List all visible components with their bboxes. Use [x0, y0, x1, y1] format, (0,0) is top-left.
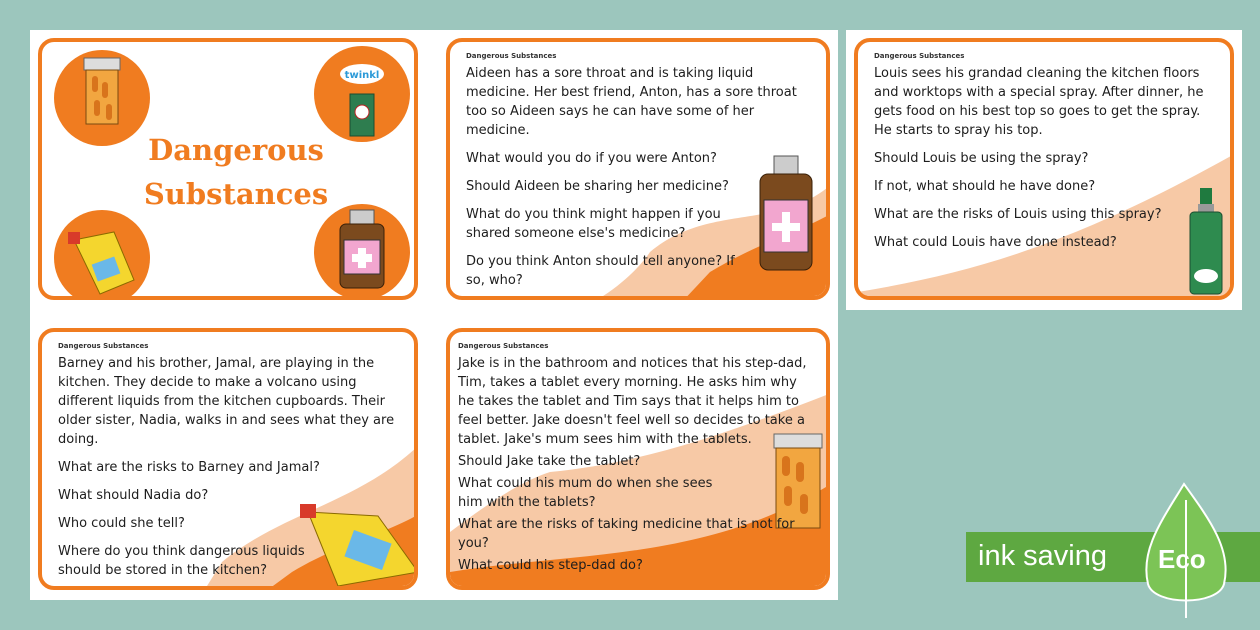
scenario-card-jake [446, 328, 830, 590]
medicine-bottle-icon [314, 204, 410, 300]
title-card [38, 38, 418, 300]
twinkl-logo-text: twinkl [344, 70, 380, 81]
worksheet-sheet-secondary [846, 30, 1242, 310]
question: What are the risks of Louis using this spray? [874, 207, 1162, 222]
scenario-text: Louis sees his grandad cleaning the kitchen floors and worktops with a special spray. After dinner, he gets food on his best top so goes to get the spray. He starts to spray his top. [874, 66, 1204, 138]
ink-saving-label: ink saving [978, 540, 1107, 572]
scenario-card-louis [854, 38, 1234, 300]
question: Do you think Anton should tell anyone? If so, who? [466, 254, 735, 288]
page-title [136, 128, 336, 216]
scenario-card-barney [38, 328, 418, 590]
card-header: Dangerous Substances [874, 52, 965, 60]
question: What are the risks to Barney and Jamal? [58, 460, 320, 475]
card-header: Dangerous Substances [466, 52, 557, 60]
detergent-bottle-icon [54, 210, 150, 300]
question: What would you do if you were Anton? [466, 151, 717, 166]
question: Where do you think dangerous liquids should be stored in the kitchen? [58, 544, 305, 578]
scenario-card-aideen [446, 38, 830, 300]
question: Should Aideen be sharing her medicine? [466, 179, 729, 194]
title-line-2: Substances [143, 177, 329, 211]
card-header: Dangerous Substances [58, 342, 149, 350]
detergent-circle [54, 210, 150, 300]
card-header: Dangerous Substances [458, 342, 549, 350]
scenario-text: Barney and his brother, Jamal, are playing in the kitchen. They decide to make a volcano using different liquids from the kitchen cupboards. Their older sister, Nadia, walks in and sees what they are doing. [58, 356, 395, 447]
question: What are the risks of taking medicine that is not for you? [458, 517, 795, 551]
question: What could his step-dad do? [458, 558, 643, 573]
scenario-text: Aideen has a sore throat and is taking liquid medicine. Her best friend, Anton, has a sore throat too so Aideen says he can have some of her medicine. [466, 66, 797, 138]
question: Who could she tell? [58, 516, 185, 531]
question: What do you think might happen if you shared someone else's medicine? [466, 207, 721, 241]
scenario-text: Jake is in the bathroom and notices that his step-dad, Tim, takes a tablet every morning. He asks him why he takes the tablet and Tim says that it helps him to feel better. Jake doesn't feel well so decides to take a tablet. Jake's mum sees him with the tablets. [458, 356, 807, 447]
title-line-1: Dangerous [148, 133, 324, 167]
question: What should Nadia do? [58, 488, 209, 503]
question: Should Jake take the tablet? [458, 454, 641, 469]
medicine-circle [314, 204, 410, 300]
worksheet-sheet [30, 30, 838, 600]
question: Should Louis be using the spray? [874, 151, 1089, 166]
question: What could his mum do when she sees him with the tablets? [458, 476, 713, 510]
question: What could Louis have done instead? [874, 235, 1117, 250]
eco-word: Eco [1158, 544, 1206, 574]
question: If not, what should he have done? [874, 179, 1096, 194]
